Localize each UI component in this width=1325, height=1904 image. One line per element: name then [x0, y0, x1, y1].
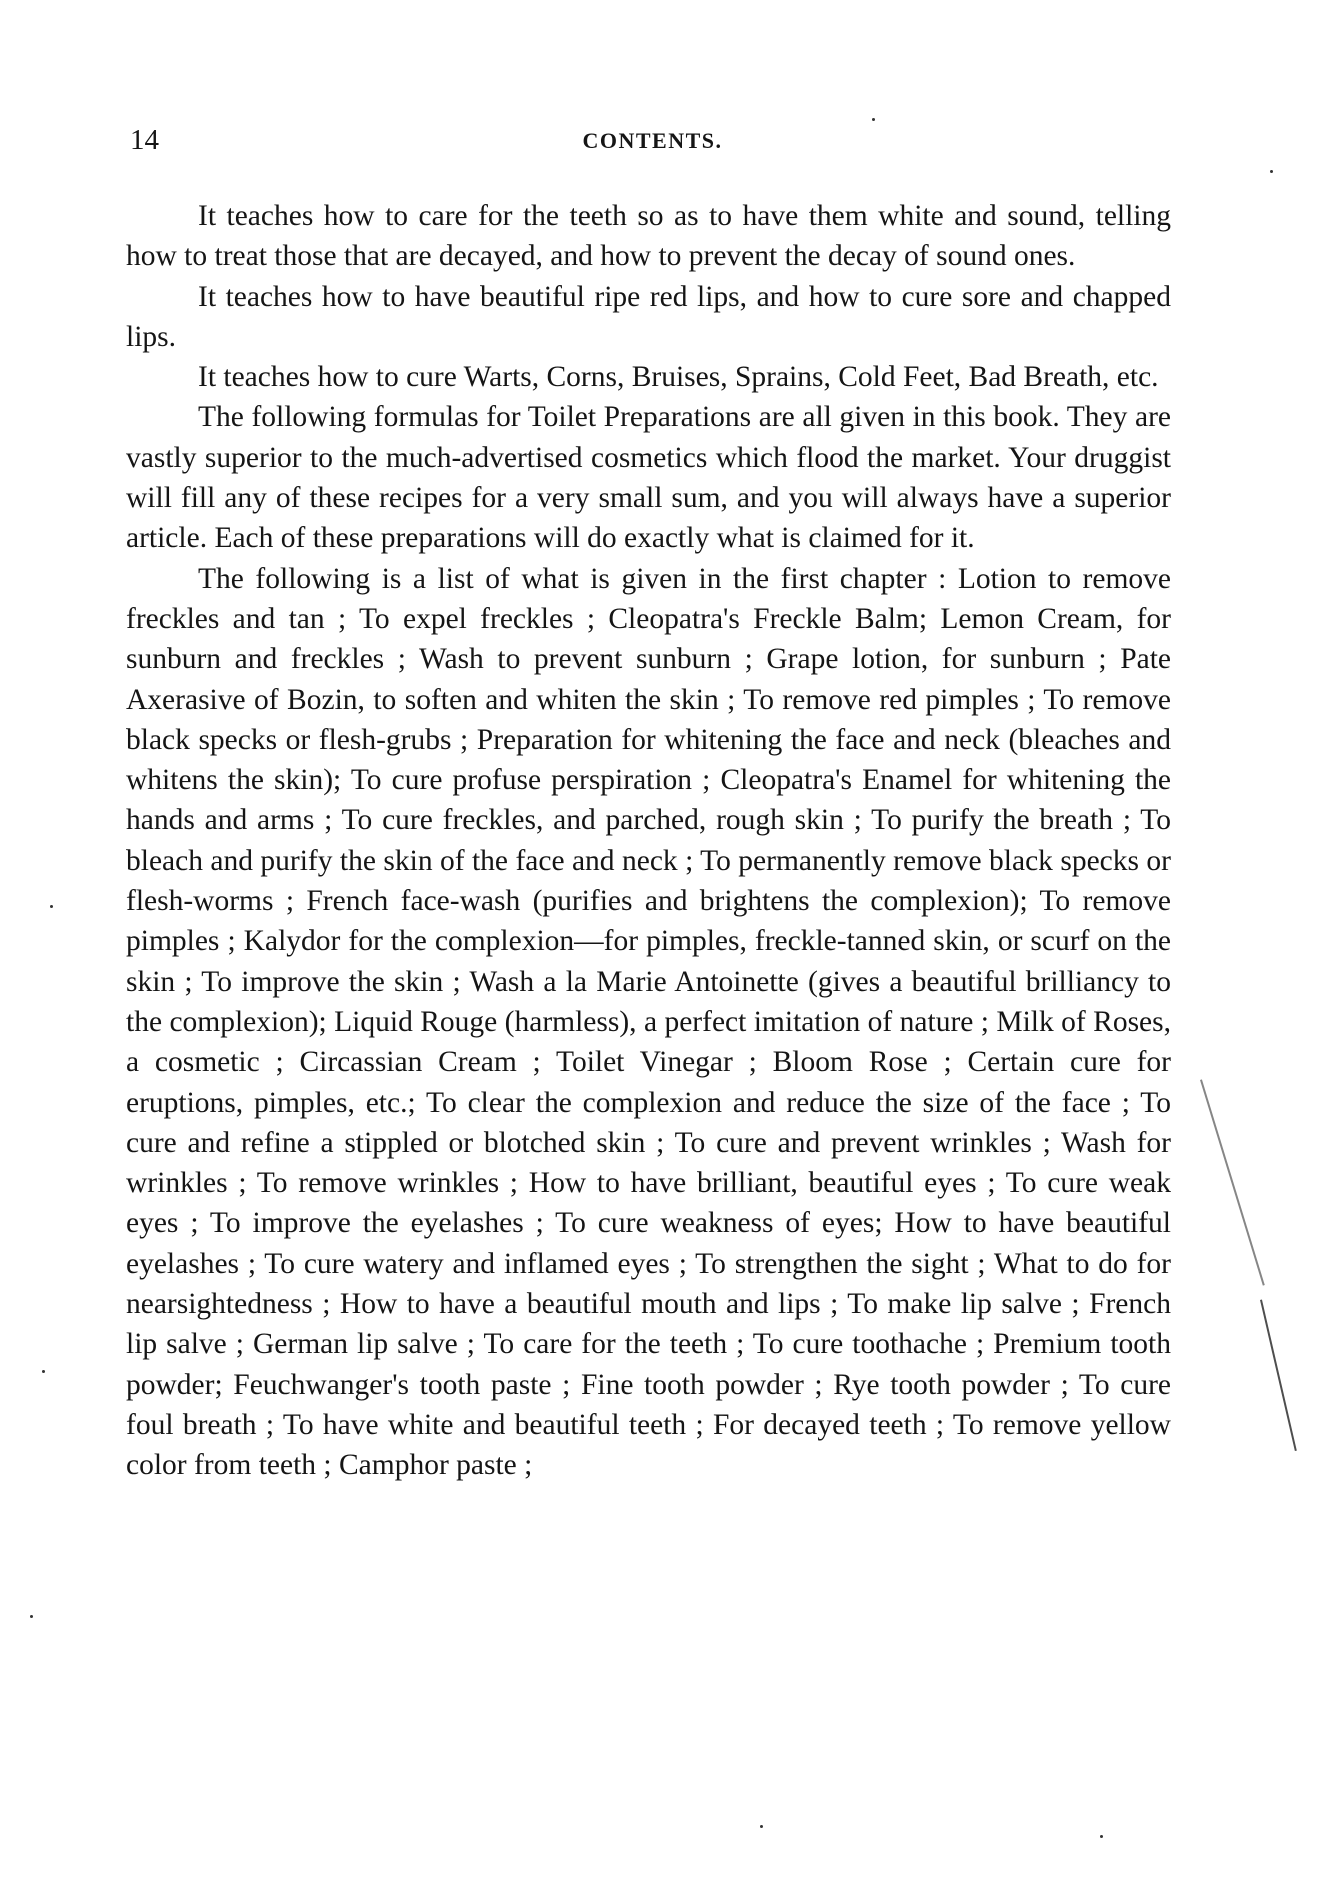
paragraph-preparation-list: The following is a list of what is given in the first chapter : Lotion to remove freckles and tan ; To expel freckles ; Cleopatra's Freckle Balm; Lemon Cream, for sunburn and freckles ; Wash to prevent sunburn ; Grape lotion, for sunburn ; Pate Axerasive of Bozin, to soften and whiten the skin ; To remove red pimples ; To remove black specks or flesh-grubs ; Preparation for whitening the face and neck (bleaches and whitens the skin); To cure profuse perspiration ; Cleopatra's Enamel for whitening the hands and arms ; To cure freckles, and parched, rough skin ; To purify the breath ; To bleach and purify the skin of the face and neck ; To permanently remove black specks or flesh-worms ; French face-wash (purifies and brightens the complexion); To remove pimples ; Kalydor for the complexion—for pimples, freckle-tanned skin, or scurf on the skin ; To improve the skin ; Wash a la Marie Antoinette (gives a beautiful brilliancy to the complexion); Liquid Rouge (harmless), a perfect imitation of nature ; Milk of Roses, a cosmetic ; Circassian Cream ; Toilet Vinegar ; Bloom Rose ; Certain cure for eruptions, pimples, etc.; To clear the complexion and reduce the size of the face ; To cure and refine a stippled or blotched skin ; To cure and prevent wrinkles ; Wash for wrinkles ; To remove wrinkles ; How to have brilliant, beautiful eyes ; To cure weak eyes ; To improve the eyelashes ; To cure weakness of eyes; How to have beautiful eyelashes ; To cure watery and inflamed eyes ; To strengthen the sight ; What to do for nearsightedness ; How to have a beautiful mouth and lips ; To make lip salve ; French lip salve ; German lip salve ; To care for the teeth ; To cure toothache ; Premium tooth powder; Feuchwanger's tooth paste ; Fine tooth powder ; Rye tooth powder ; To cure foul breath ; To have white and beautiful teeth ; For decayed teeth ; To remove yellow color from teeth ; Camphor paste ;	[126, 562, 1171, 1482]
running-head: CONTENTS.	[582, 128, 723, 153]
page-number: 14	[130, 124, 159, 156]
paragraph-warts: It teaches how to cure Warts, Corns, Bruises, Sprains, Cold Feet, Bad Breath, etc.	[198, 361, 1159, 394]
text-body	[126, 196, 1171, 1486]
paragraph-teeth: It teaches how to care for the teeth so as to have them white and sound, telling how to treat those that are decayed, and how to prevent the decay of sound ones.	[126, 200, 1171, 273]
pencil-margin-mark	[1260, 1300, 1297, 1451]
scan-speck	[872, 118, 875, 121]
scan-speck	[30, 1615, 33, 1618]
page-header	[130, 124, 1175, 164]
scan-speck	[50, 905, 53, 908]
scan-speck	[760, 1825, 763, 1828]
pencil-margin-mark	[1200, 1079, 1265, 1285]
scan-speck	[42, 1370, 45, 1373]
scan-speck	[1100, 1835, 1103, 1838]
paragraph-formulas: The following formulas for Toilet Preparations are all given in this book. They are vastly superior to the much-advertised cosmetics which flood the market. Your druggist will fill any of these recipes for a very small sum, and you will always have a superior article. Each of these preparations will do exactly what is claimed for it.	[126, 401, 1171, 555]
scan-speck	[1270, 170, 1273, 173]
paragraph-lips: It teaches how to have beautiful ripe red lips, and how to cure sore and chapped lips.	[126, 280, 1171, 353]
